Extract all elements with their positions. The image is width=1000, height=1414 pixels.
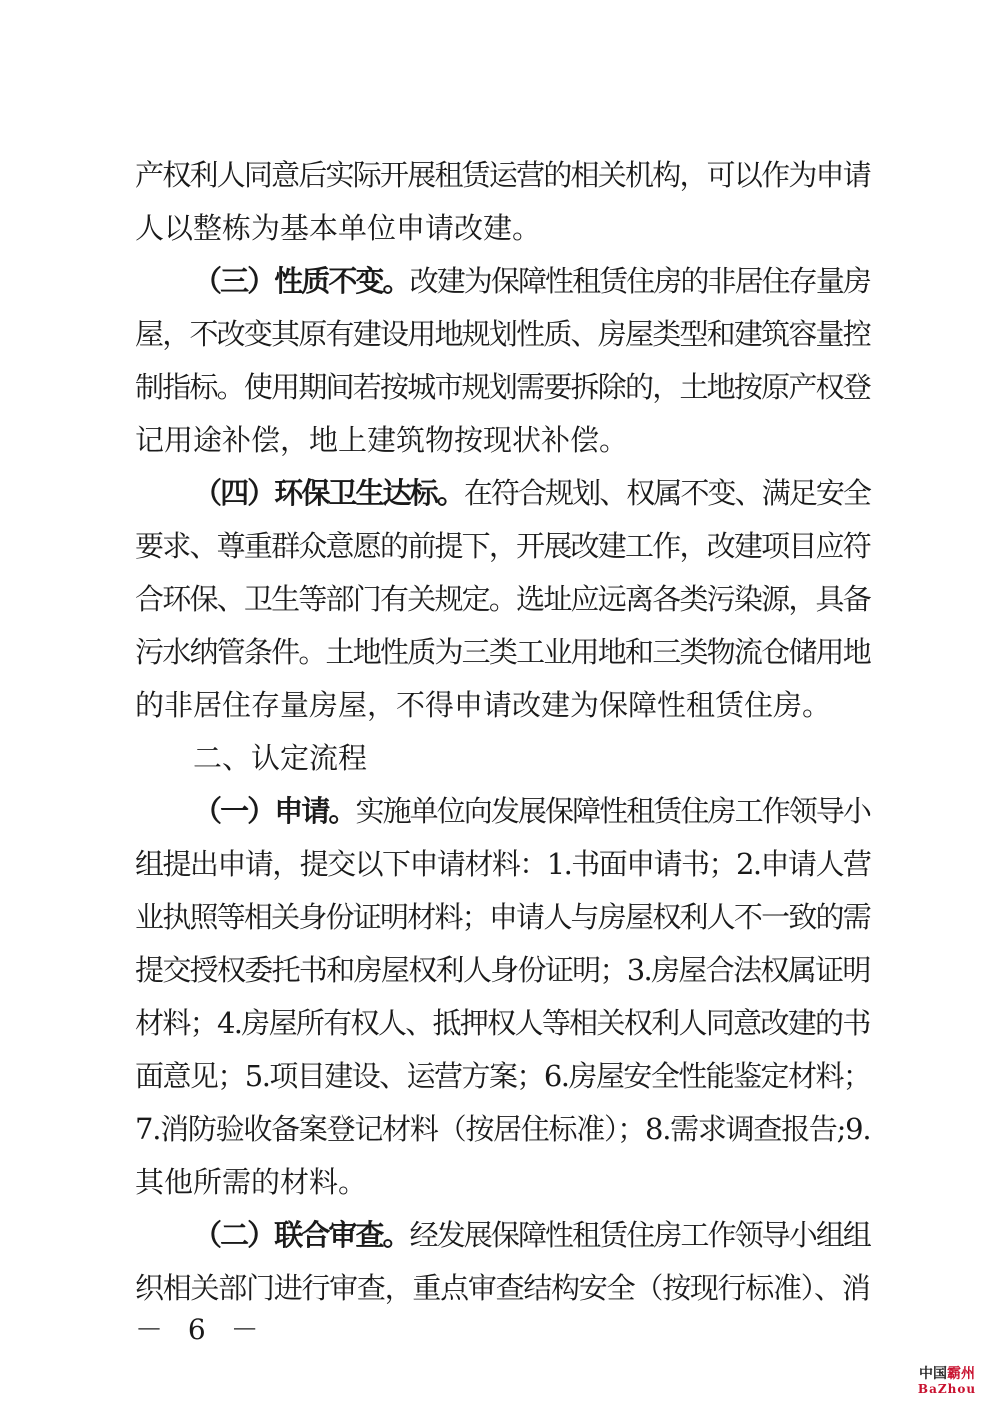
text-line (135, 1270, 870, 1306)
line-text: 组提出申请，提交以下申请材料：1.书面申请书；2.申请人营 (135, 847, 871, 881)
text-line (135, 528, 870, 564)
section-heading: （三）性质不变。 (193, 264, 410, 298)
line-text: 制指标。使用期间若按城市规划需要拆除的，土地按原产权登 (135, 370, 871, 404)
line-text: 合环保、卫生等部门有关规定。选址应远离各类污染源，具备 (135, 582, 871, 616)
text-line (193, 263, 870, 299)
page-number: － 6 － (135, 1313, 267, 1346)
text-line (135, 581, 870, 617)
text-line (193, 740, 870, 776)
line-text: 记用途补偿，地上建筑物按现状补偿。 (135, 423, 629, 457)
section-heading: （四）环保卫生达标。 (193, 476, 464, 510)
text-line (135, 210, 870, 246)
text-line (135, 157, 870, 193)
line-text: 的非居住存量房屋，不得申请改建为保障性租赁住房。 (135, 688, 832, 722)
text-line (135, 899, 870, 935)
line-text: 改建为保障性租赁住房的非居住存量房 (409, 264, 871, 298)
watermark-text-part1: 中国 (919, 1366, 947, 1382)
watermark-logo (912, 1366, 982, 1396)
line-text: 材料；4.房屋所有权人、抵押权人等相关权利人同意改建的书 (135, 1006, 870, 1040)
line-text: 在符合规划、权属不变、满足安全 (463, 476, 871, 510)
line-text: 实施单位向发展保障性租赁住房工作领导小 (355, 794, 871, 828)
text-line (135, 369, 870, 405)
text-line (135, 316, 870, 352)
text-line (135, 1005, 870, 1041)
watermark-text-part2: 霸州 (947, 1366, 975, 1382)
line-text: 二、认定流程 (193, 741, 368, 775)
text-line (193, 793, 870, 829)
text-line (135, 687, 870, 723)
text-line (135, 422, 870, 458)
line-text: 其他所需的材料。 (135, 1165, 368, 1199)
text-line (193, 475, 870, 511)
line-text: 污水纳管条件。土地性质为三类工业用地和三类物流仓储用地 (135, 635, 871, 669)
text-line (135, 634, 870, 670)
text-line (135, 952, 870, 988)
line-text: 人以整栋为基本单位申请改建。 (135, 211, 542, 245)
line-text: 提交授权委托书和房屋权利人身份证明；3.房屋合法权属证明 (135, 953, 870, 987)
line-text: 织相关部门进行审查，重点审查结构安全（按现行标准）、消 (135, 1271, 870, 1305)
line-text: 产权利人同意后实际开展租赁运营的相关机构，可以作为申请 (135, 158, 871, 192)
text-line (135, 1164, 870, 1200)
line-text: 要求、尊重群众意愿的前提下，开展改建工作，改建项目应符 (135, 529, 871, 563)
watermark-chinese (912, 1366, 982, 1382)
text-line (135, 1058, 870, 1094)
text-line (193, 1217, 870, 1253)
line-text: 经发展保障性租赁住房工作领导小组组 (409, 1218, 871, 1252)
line-text: 面意见；5.项目建设、运营方案；6.房屋安全性能鉴定材料； (135, 1059, 871, 1093)
line-text: 屋，不改变其原有建设用地规划性质、房屋类型和建筑容量控 (135, 317, 871, 351)
section-heading: （二）联合审查。 (193, 1218, 410, 1252)
text-line (135, 1111, 870, 1147)
line-text: 业执照等相关身份证明材料；申请人与房屋权利人不一致的需 (135, 900, 871, 934)
text-line (135, 846, 870, 882)
line-text: 7.消防验收备案登记材料（按居住标准）；8.需求调查报告;9. (135, 1112, 871, 1146)
watermark-english: BaZhou (917, 1382, 977, 1396)
section-heading: （一）申请。 (193, 794, 356, 828)
